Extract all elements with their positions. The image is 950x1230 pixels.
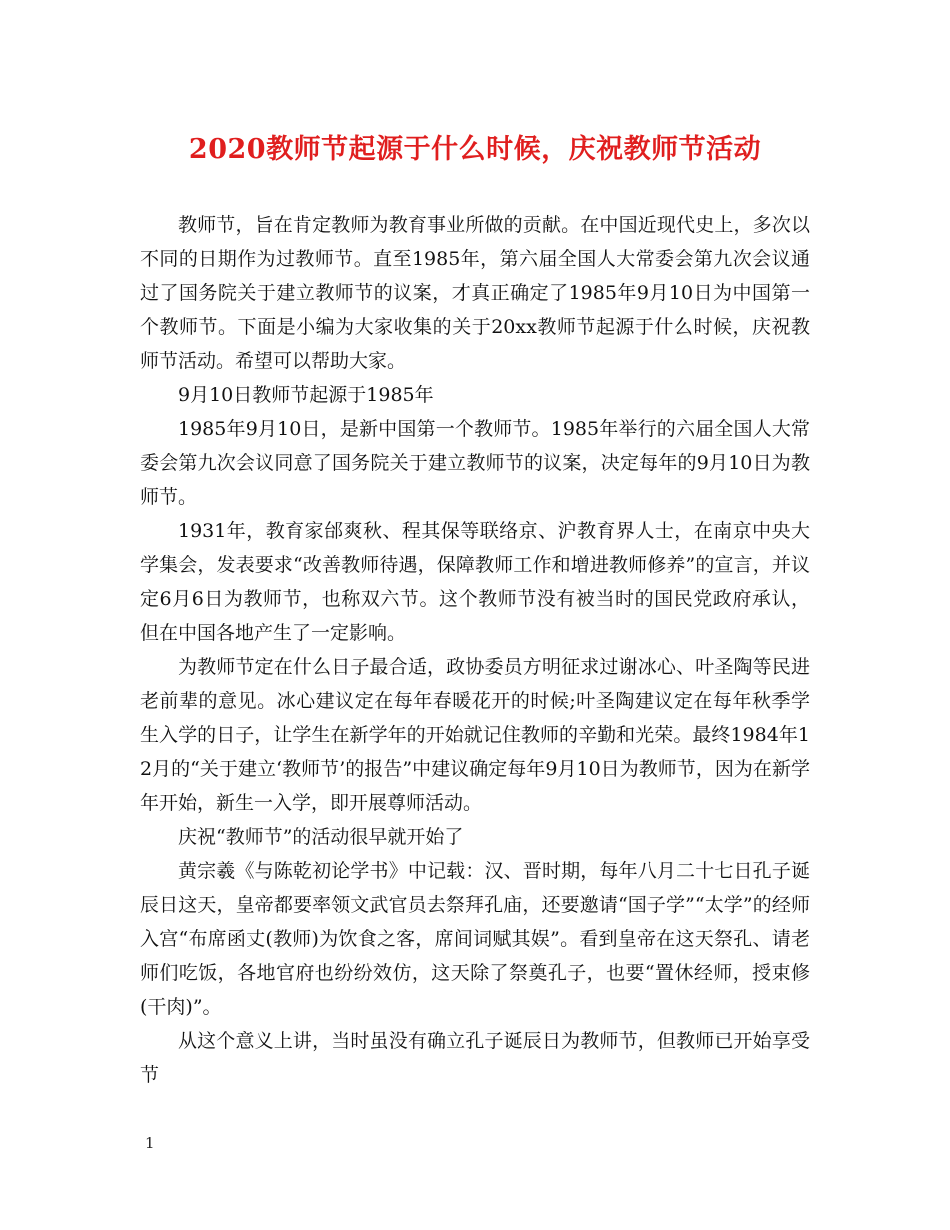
page-number: 1 (145, 1134, 155, 1152)
paragraph-conclusion: 从这个意义上讲，当时虽没有确立孔子诞辰日为教师节，但教师已开始享受节 (140, 1030, 810, 1086)
paragraph-1985: 1985年9月10日，是新中国第一个教师节。1985年举行的六届全国人大常委会第九次会议同意了国务院关于建立教师节的议案，决定每年的9月10日为教师节。 (140, 418, 810, 508)
paragraph-1931: 1931年，教育家邰爽秋、程其保等联络京、沪教育界人士，在南京中央大学集会，发表要求“改善教师待遇，保障教师工作和增进教师修养”的宣言，并议定6月6日为教师节，也称双六节。这个教师节没有被当时的国民党政府承认，但在中国各地产生了一定影响。 (140, 520, 810, 644)
document-title: 2020教师节起源于什么时候，庆祝教师节活动 (188, 134, 762, 165)
paragraph-intro: 教师节，旨在肯定教师为教育事业所做的贡献。在中国近现代史上，多次以不同的日期作为过教师节。直至1985年，第六届全国人大常委会第九次会议通过了国务院关于建立教师节的议案，才真正确定了1985年9月10日为中国第一个教师节。下面是小编为大家收集的关于20xx教师节起源于什么时候，庆祝教师节活动。希望可以帮助大家。 (140, 214, 810, 372)
paragraph-history: 黄宗羲《与陈乾初论学书》中记载：汉、晋时期，每年八月二十七日孔子诞辰日这天，皇帝都要率领文武官员去祭拜孔庙，还要邀请“国子学”“太学”的经师入宫“布席函丈(教师)为饮食之客，席间词赋其娱”。看到皇帝在这天祭孔、请老师们吃饭，各地官府也纷纷效仿，这天除了祭奠孔子，也要“置休经师，授束修(干肉)”。 (140, 860, 810, 1018)
paragraph-heading-origin: 9月10日教师节起源于1985年 (178, 384, 434, 406)
paragraph-heading-celebration: 庆祝“教师节”的活动很早就开始了 (178, 826, 464, 848)
document-body (140, 208, 810, 1092)
paragraph-date-choice: 为教师节定在什么日子最合适，政协委员方明征求过谢冰心、叶圣陶等民进老前辈的意见。冰心建议定在每年春暖花开的时候;叶圣陶建议定在每年秋季学生入学的日子，让学生在新学年的开始就记住教师的辛勤和光荣。最终1984年12月的“关于建立‘教师节’的报告”中建议确定每年9月10日为教师节，因为在新学年开始，新生一入学，即开展尊师活动。 (140, 656, 810, 814)
